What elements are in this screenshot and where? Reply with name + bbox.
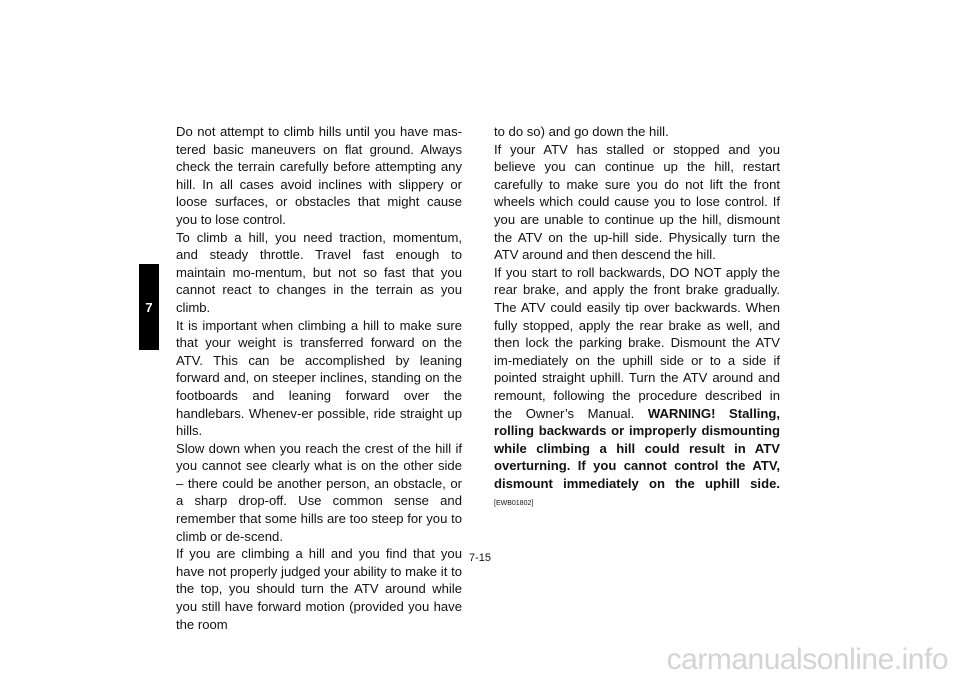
paragraph-text: If you start to roll backwards, DO NOT apply the rear brake, and apply the front brake gradually. The ATV could easily tip over backwards. When fully stopped, apply the rear brake as well, and then lock the parking brake. Dismount the ATV im-mediately on the uphill side or to a side if pointed straight uphill. Turn the ATV around and remount, following the procedure described in the Owner’s Manual.: [494, 264, 780, 421]
paragraph: Slow down when you reach the crest of the hill if you cannot see clearly what is on the other side – there could be another person, an obstacle, or a sharp drop-off. Use common sense and remember that some hills are too steep for you to climb or de-scend.: [176, 440, 462, 544]
paragraph: If your ATV has stalled or stopped and you believe you can continue up the hill, restart carefully to make sure you do not lift the front wheels which could cause you to lose control. If you are unable to continue up the hill, dismount the ATV on the up-hill side. Physically turn the ATV around and then descend the hill.: [494, 141, 780, 263]
left-column: [176, 123, 462, 633]
warning-code: [EWB01802]: [494, 500, 534, 508]
watermark-text: carmanualsonline.info: [666, 643, 948, 676]
paragraph: Do not attempt to climb hills until you have mas-tered basic maneuvers on flat ground. Always check the terrain carefully before attempting any hill. In all cases avoid inclines with slippery or loose surfaces, or obstacles that might cause you to lose control.: [176, 124, 462, 227]
right-column: [494, 123, 780, 513]
paragraph: to do so) and go down the hill.: [494, 124, 669, 139]
paragraph-with-warning: [494, 264, 780, 513]
paragraph: It is important when climbing a hill to make sure that your weight is transferred forward on the ATV. This can be accomplished by leaning forward and, on steeper inclines, standing on the footboards and leaning forward over the handlebars. Whenev-er possible, ride straight up hills.: [176, 317, 462, 439]
section-tab: 7: [139, 264, 159, 350]
page-number: 7-15: [468, 552, 492, 564]
paragraph: To climb a hill, you need traction, momentum, and steady throttle. Travel fast enough to maintain mo-mentum, but not so fast that you cannot react to changes in the terrain as you climb.: [176, 229, 462, 315]
paragraph: If you are climbing a hill and you find that you have not properly judged your ability to make it to the top, you should turn the ATV around while you still have forward motion (provided you have the room: [176, 546, 462, 632]
warning-text: WARNING! Stalling, rolling backwards or improperly dismounting while climbing a hill could result in ATV overturning. If you cannot control the ATV, dismount immediately on the uphill side.: [494, 405, 780, 491]
